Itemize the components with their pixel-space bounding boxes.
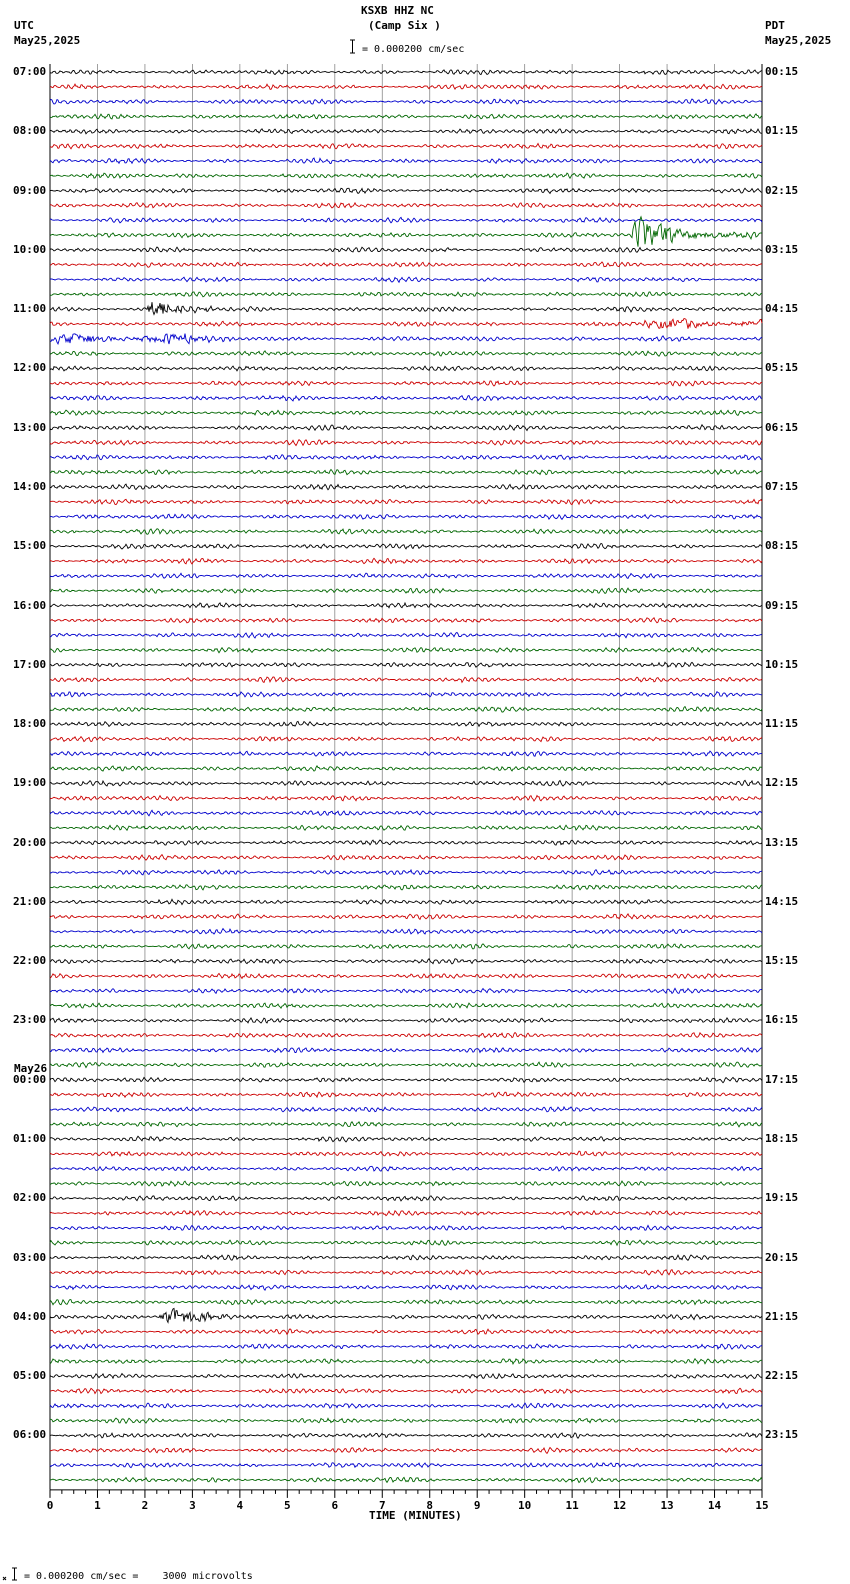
seismic-trace (50, 302, 762, 314)
seismic-trace (50, 944, 762, 949)
seismic-trace (50, 899, 762, 904)
seismic-trace (50, 1107, 762, 1112)
seismic-trace (50, 1285, 762, 1290)
pdt-hour-label: 12:15 (765, 776, 799, 790)
seismic-trace (50, 203, 762, 208)
seismic-trace (50, 737, 762, 742)
seismic-trace (50, 959, 762, 964)
seismic-trace (50, 529, 762, 535)
footer-scale-bar-icon (12, 1568, 17, 1580)
seismic-trace (50, 99, 762, 104)
seismic-trace (50, 855, 762, 861)
utc-hour-label: 16:00 (13, 598, 47, 612)
utc-hour-label: 04:00 (13, 1309, 47, 1323)
seismic-trace (50, 262, 762, 267)
utc-hour-label: 09:00 (13, 183, 47, 197)
pdt-hour-label: 03:15 (765, 242, 799, 256)
seismic-trace (50, 1255, 762, 1260)
seismic-trace (50, 366, 762, 371)
pdt-hour-label: 14:15 (765, 894, 799, 908)
x-tick-label: 12 (612, 1498, 627, 1512)
seismic-trace (50, 440, 762, 446)
x-tick-label: 7 (378, 1498, 386, 1512)
pdt-hour-label: 19:15 (765, 1191, 799, 1205)
pdt-hour-label: 17:15 (765, 1072, 799, 1086)
date-change-label: May26 (14, 1062, 48, 1075)
seismic-trace (50, 1062, 762, 1067)
seismic-trace (50, 707, 762, 712)
utc-hour-label: 08:00 (13, 124, 47, 138)
utc-hour-label: 10:00 (13, 242, 47, 256)
seismic-trace (50, 1270, 762, 1275)
x-tick-label: 15 (755, 1498, 769, 1512)
station-subtitle: (Camp Six ) (368, 19, 441, 32)
seismic-trace (50, 1003, 762, 1008)
seismic-trace (50, 1463, 762, 1468)
x-tick-label: 10 (518, 1498, 532, 1512)
seismic-trace (50, 455, 762, 460)
utc-hour-label: 05:00 (13, 1369, 47, 1383)
x-tick-label: 4 (236, 1498, 244, 1512)
seismic-trace (50, 351, 762, 356)
x-tick-label: 5 (284, 1498, 291, 1512)
seismic-trace (50, 603, 762, 608)
pdt-hour-label: 15:15 (765, 954, 799, 968)
pdt-hour-label: 16:15 (765, 1013, 799, 1027)
pdt-hour-label: 05:15 (765, 361, 799, 375)
pdt-hour-label: 13:15 (765, 835, 799, 849)
station-title: KSXB HHZ NC (361, 4, 434, 17)
seismic-trace (50, 84, 762, 89)
pdt-hour-label: 06:15 (765, 420, 799, 434)
pdt-date-label: May25,2025 (765, 34, 832, 47)
seismic-trace (50, 766, 762, 771)
seismic-trace (50, 929, 762, 934)
pdt-hour-label: 07:15 (765, 479, 799, 493)
pdt-hour-label: 11:15 (765, 717, 799, 731)
seismic-trace (50, 1374, 762, 1379)
seismic-trace (50, 1166, 762, 1171)
utc-hour-label: 06:00 (13, 1428, 47, 1442)
pdt-hour-label: 21:15 (765, 1309, 799, 1323)
seismic-trace (50, 558, 762, 564)
utc-hour-label: 21:00 (13, 894, 47, 908)
seismic-trace (50, 885, 762, 890)
utc-hour-label: 07:00 (13, 65, 47, 78)
utc-hour-label: 14:00 (13, 479, 47, 493)
utc-hour-label: 18:00 (13, 717, 47, 731)
seismic-trace (50, 1388, 762, 1393)
seismic-trace (50, 1033, 762, 1038)
seismic-trace (50, 114, 762, 119)
seismic-trace (50, 870, 762, 876)
seismic-trace (50, 721, 762, 726)
seismic-trace (50, 1136, 762, 1142)
seismic-trace (50, 1151, 762, 1156)
pdt-hour-label: 22:15 (765, 1369, 799, 1383)
seismic-trace (50, 70, 762, 75)
scale-bar-label: = 0.000200 cm/sec (362, 44, 465, 55)
pdt-hour-label: 20:15 (765, 1250, 799, 1264)
pdt-hour-label: 01:15 (765, 124, 799, 138)
utc-hour-label: 12:00 (13, 361, 47, 375)
utc-hour-label: 11:00 (13, 302, 47, 316)
seismic-trace (50, 588, 762, 593)
seismic-trace (50, 810, 762, 816)
utc-date-label: May25,2025 (14, 34, 81, 47)
pdt-hour-label: 23:15 (765, 1428, 799, 1442)
seismic-trace (50, 974, 762, 979)
seismic-trace (50, 144, 762, 149)
seismic-trace (50, 1196, 762, 1201)
pdt-hour-label: 18:15 (765, 1132, 799, 1146)
utc-hour-label: 19:00 (13, 776, 47, 790)
x-tick-label: 11 (565, 1498, 579, 1512)
seismic-trace (50, 334, 762, 344)
seismic-trace (50, 1018, 762, 1023)
seismic-trace (50, 425, 762, 431)
utc-hour-label: 22:00 (13, 954, 47, 968)
seismic-trace (50, 1092, 762, 1097)
seismic-trace (50, 1448, 762, 1454)
seismic-trace (50, 1225, 762, 1230)
seismic-trace (50, 410, 762, 415)
seismic-trace (50, 618, 762, 623)
seismic-trace (50, 292, 762, 297)
seismic-trace (50, 825, 762, 830)
seismic-trace (50, 381, 762, 386)
x-tick-label: 6 (331, 1498, 339, 1512)
seismic-trace (50, 129, 762, 134)
seismic-trace (50, 796, 762, 802)
seismic-trace (50, 173, 762, 178)
utc-hour-label: 00:00 (13, 1072, 47, 1086)
x-axis-label: TIME (MINUTES) (369, 1509, 462, 1522)
seismic-trace (50, 1048, 762, 1053)
utc-hour-label: 13:00 (13, 420, 47, 434)
seismic-trace (50, 633, 762, 639)
utc-hour-label: 03:00 (13, 1250, 47, 1264)
seismic-trace (50, 751, 762, 756)
seismic-trace (50, 277, 762, 282)
x-tick-label: 0 (46, 1498, 54, 1512)
seismic-trace (50, 1077, 762, 1082)
pdt-hour-label: 09:15 (765, 598, 799, 612)
seismic-trace (50, 484, 762, 490)
seismic-trace (50, 188, 762, 193)
pdt-hour-label: 08:15 (765, 539, 799, 553)
seismic-trace (50, 1240, 762, 1245)
seismic-trace (50, 247, 762, 252)
seismic-trace (50, 1477, 762, 1482)
x-tick-label: 13 (660, 1498, 674, 1512)
pdt-hour-label: 00:15 (765, 65, 799, 78)
x-tick-label: 1 (94, 1498, 101, 1512)
seismic-trace (50, 573, 762, 578)
pdt-hour-label: 04:15 (765, 302, 799, 316)
seismic-trace (50, 319, 762, 329)
x-tick-label: 9 (473, 1498, 481, 1512)
x-tick-label: 14 (707, 1498, 722, 1512)
seismic-trace (50, 158, 762, 164)
scale-bar-icon (350, 40, 355, 53)
seismic-trace (50, 648, 762, 653)
pdt-hour-label: 10:15 (765, 657, 799, 671)
seismic-trace (50, 1329, 762, 1334)
footer-marker-icon (3, 1577, 6, 1580)
seismic-trace (50, 840, 762, 845)
seismic-trace (50, 1433, 762, 1438)
seismic-trace (50, 1308, 762, 1322)
x-tick-label: 8 (426, 1498, 434, 1512)
seismic-trace (50, 514, 762, 519)
seismic-trace (50, 1300, 762, 1305)
seismic-trace (50, 914, 762, 920)
seismic-trace (50, 1359, 762, 1364)
seismic-trace (50, 988, 762, 993)
utc-hour-label: 17:00 (13, 657, 47, 671)
seismic-trace (50, 1181, 762, 1186)
seismic-trace (50, 1418, 762, 1423)
x-tick-label: 2 (141, 1498, 149, 1512)
pdt-hour-label: 02:15 (765, 183, 799, 197)
seismic-trace (50, 1122, 762, 1127)
utc-hour-label: 23:00 (13, 1013, 47, 1027)
x-tick-label: 3 (189, 1498, 196, 1512)
utc-hour-label: 15:00 (13, 539, 47, 553)
seismic-trace (50, 470, 762, 475)
utc-hour-label: 02:00 (13, 1191, 47, 1205)
seismic-trace (50, 692, 762, 697)
seismic-trace (50, 677, 762, 682)
utc-hour-label: 20:00 (13, 835, 47, 849)
utc-timezone-label: UTC (14, 19, 34, 32)
seismic-trace (50, 1403, 762, 1408)
seismic-trace (50, 1344, 762, 1349)
seismic-trace (50, 1211, 762, 1216)
seismic-trace (50, 217, 762, 222)
pdt-timezone-label: PDT (765, 19, 785, 32)
seismic-trace (50, 662, 762, 667)
seismic-trace (50, 396, 762, 401)
seismic-trace (50, 499, 762, 504)
footer-scale-text: = 0.000200 cm/sec = 3000 microvolts (24, 1571, 253, 1582)
seismic-trace (50, 543, 762, 549)
utc-hour-label: 01:00 (13, 1132, 47, 1146)
seismic-trace (50, 780, 762, 786)
